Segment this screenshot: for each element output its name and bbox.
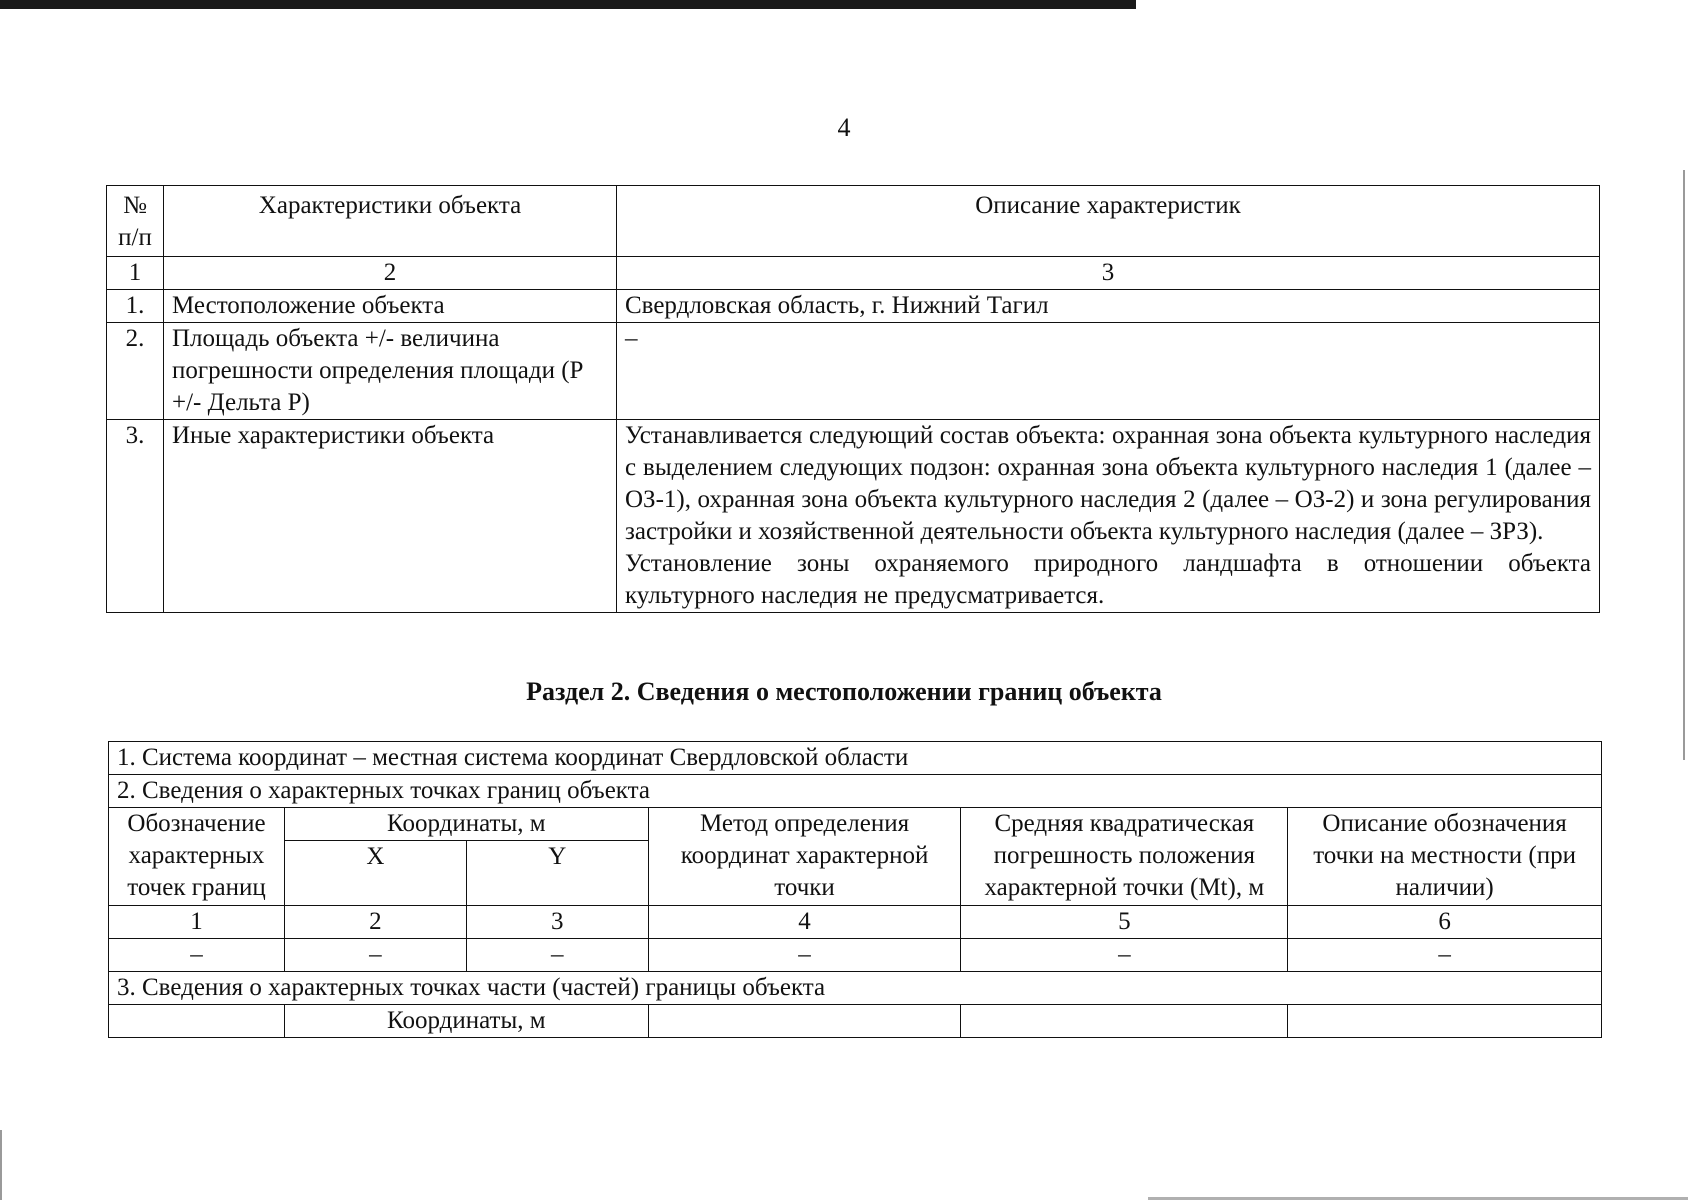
empty-cell (648, 1005, 961, 1038)
row-characteristic: Площадь объекта +/- величина погрешности определения площади (Р +/- Дельта Р) (164, 323, 617, 420)
row-description (617, 323, 1600, 420)
header-coordinates: Координаты, м (284, 808, 648, 841)
table-row (107, 290, 1600, 323)
row-characteristic: Местоположение объекта (164, 290, 617, 323)
coordinate-system-row (109, 742, 1602, 775)
index-cell: 3 (617, 257, 1600, 290)
data-cell: – (109, 939, 285, 972)
header-point-description: Описание обозначения точки на местности (при наличии) (1288, 808, 1602, 906)
row-number: 3. (107, 420, 164, 613)
scan-edge-right (1683, 170, 1685, 760)
index-cell: 1 (107, 257, 164, 290)
header-num: № п/п (107, 186, 164, 257)
data-cell: – (1288, 939, 1602, 972)
empty-cell (1288, 1005, 1602, 1038)
index-cell: 4 (648, 906, 961, 939)
parts-coordinates-header: Координаты, м (284, 1005, 648, 1038)
description-paragraph: – (625, 325, 638, 352)
index-cell: 1 (109, 906, 285, 939)
data-cell: – (648, 939, 961, 972)
empty-cell (961, 1005, 1288, 1038)
table-row (109, 939, 1602, 972)
index-row (109, 906, 1602, 939)
points-title-row (109, 775, 1602, 808)
header-method: Метод определения координат характерной точки (648, 808, 961, 906)
header-designation: Обозначение характерных точек границ (109, 808, 285, 906)
description-paragraph: Установление зоны охраняемого природного ландшафта в отношении объекта культурного наследия не предусматривается. (625, 550, 1591, 609)
header-characteristics: Характеристики объекта (164, 186, 617, 257)
row-number: 2. (107, 323, 164, 420)
parts-title-row (109, 972, 1602, 1005)
table-row (107, 323, 1600, 420)
index-cell: 3 (466, 906, 648, 939)
data-cell: – (961, 939, 1288, 972)
index-row (107, 257, 1600, 290)
description-paragraph: Устанавливается следующий состав объекта: охранная зона объекта культурного наследия с выделением следующих подзон: охранная зона объекта культурного наследия 1 (далее – ОЗ-1), охранная зона объекта культурного наследия 2 (далее – ОЗ-2) и зона регулирования застройки и хозяйственной деятельности объекта культурного наследия (далее – ЗРЗ). (625, 422, 1591, 545)
row-characteristic: Иные характеристики объекта (164, 420, 617, 613)
description-paragraph: Свердловская область, г. Нижний Тагил (625, 292, 1049, 319)
empty-cell (109, 1005, 285, 1038)
page-number: 4 (837, 113, 851, 142)
data-cell: – (466, 939, 648, 972)
index-cell: 2 (164, 257, 617, 290)
header-error: Средняя квадратическая погрешность положения характерной точки (Mt), м (961, 808, 1288, 906)
points-title: 2. Сведения о характерных точках границ объекта (109, 775, 1602, 808)
scan-edge-left (0, 1130, 2, 1200)
scan-edge-top (0, 0, 1136, 9)
object-characteristics-table (106, 185, 1600, 613)
index-cell: 6 (1288, 906, 1602, 939)
parts-header-row (109, 1005, 1602, 1038)
header-description: Описание характеристик (617, 186, 1600, 257)
boundary-points-table (108, 741, 1602, 1038)
header-x: X (284, 841, 466, 906)
data-cell: – (284, 939, 466, 972)
row-description (617, 420, 1600, 613)
row-number: 1. (107, 290, 164, 323)
row-description (617, 290, 1600, 323)
section-heading: Раздел 2. Сведения о местоположении границ объекта (526, 677, 1162, 706)
parts-title: 3. Сведения о характерных точках части (частей) границы объекта (109, 972, 1602, 1005)
table-header-row (109, 808, 1602, 841)
table-header-row (107, 186, 1600, 257)
index-cell: 5 (961, 906, 1288, 939)
coordinate-system: 1. Система координат – местная система координат Свердловской области (109, 742, 1602, 775)
header-y: Y (466, 841, 648, 906)
table-row (107, 420, 1600, 613)
index-cell: 2 (284, 906, 466, 939)
